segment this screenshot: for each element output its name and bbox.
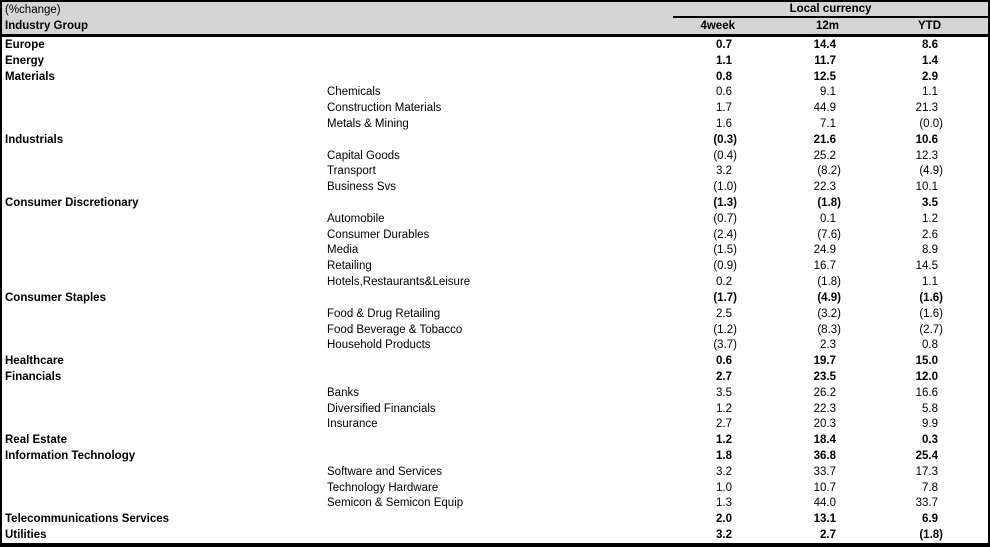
value-4week: (1.7) — [713, 291, 737, 304]
industry-label: Capital Goods — [327, 149, 400, 162]
value-4week: (1.2) — [713, 323, 737, 336]
value-12m: (4.9) — [817, 291, 841, 304]
value-12m: 36.8 — [813, 450, 836, 463]
industry-label: Utilities — [5, 529, 47, 542]
table-body — [2, 37, 988, 543]
value-ytd: 15.0 — [915, 355, 938, 368]
value-4week: 1.1 — [716, 54, 732, 67]
value-ytd: 5.8 — [922, 402, 938, 415]
table-header-row-columns — [2, 18, 988, 34]
value-4week: 0.7 — [716, 38, 732, 51]
value-ytd: 12.0 — [915, 370, 938, 383]
table-row — [2, 84, 988, 100]
value-4week: (0.4) — [713, 149, 737, 162]
industry-label: Chemicals — [327, 86, 381, 99]
table-row — [2, 69, 988, 85]
value-ytd: 6.9 — [922, 513, 938, 526]
industry-label: Industrials — [5, 133, 64, 146]
value-ytd: (2.7) — [919, 323, 943, 336]
value-4week: 0.6 — [716, 86, 732, 99]
table-row — [2, 496, 988, 512]
table-row — [2, 353, 988, 369]
table-row — [2, 432, 988, 448]
value-4week: (1.0) — [713, 181, 737, 194]
value-ytd: 3.5 — [922, 197, 938, 210]
table-row — [2, 100, 988, 116]
value-4week: (0.9) — [713, 260, 737, 273]
unit-label: (%change) — [5, 4, 61, 16]
value-ytd: 1.2 — [922, 212, 938, 225]
industry-label: Banks — [327, 386, 359, 399]
industry-label: Consumer Discretionary — [5, 197, 139, 210]
value-4week: (0.7) — [713, 212, 737, 225]
value-ytd: 12.3 — [915, 149, 938, 162]
value-12m: 10.7 — [813, 481, 836, 494]
value-ytd: 7.8 — [922, 481, 938, 494]
value-4week: 3.5 — [716, 386, 732, 399]
industry-label: Metals & Mining — [327, 117, 409, 130]
value-ytd: 8.6 — [922, 38, 938, 51]
value-4week: 1.3 — [716, 497, 732, 510]
table-row — [2, 53, 988, 69]
value-4week: 1.2 — [716, 402, 732, 415]
value-4week: 3.2 — [716, 465, 732, 478]
table-header-row-top — [2, 2, 988, 18]
value-ytd: 8.9 — [922, 244, 938, 257]
value-ytd: 2.6 — [922, 228, 938, 241]
value-ytd: 1.1 — [922, 276, 938, 289]
table-row — [2, 243, 988, 259]
value-12m: 22.3 — [813, 181, 836, 194]
value-12m: 33.7 — [813, 465, 836, 478]
value-12m: 9.1 — [820, 86, 836, 99]
table-row — [2, 369, 988, 385]
value-12m: 16.7 — [813, 260, 836, 273]
value-12m: 20.3 — [813, 418, 836, 431]
value-12m: (1.8) — [817, 276, 841, 289]
value-ytd: 9.9 — [922, 418, 938, 431]
industry-label: Insurance — [327, 418, 378, 431]
value-ytd: 1.4 — [922, 54, 938, 67]
table-row — [2, 306, 988, 322]
value-12m: (3.2) — [817, 307, 841, 320]
industry-label: Automobile — [327, 212, 385, 225]
table-row — [2, 290, 988, 306]
value-12m: (1.8) — [817, 197, 841, 210]
value-12m: 2.7 — [820, 529, 836, 542]
value-12m: 21.6 — [813, 133, 836, 146]
table-row — [2, 401, 988, 417]
industry-label: Transport — [327, 165, 376, 178]
value-4week: 1.2 — [716, 434, 732, 447]
table-row — [2, 148, 988, 164]
industry-label: Materials — [5, 70, 55, 83]
table-row — [2, 164, 988, 180]
value-4week: (1.5) — [713, 244, 737, 257]
value-4week: (3.7) — [713, 339, 737, 352]
value-ytd: (4.9) — [919, 165, 943, 178]
value-4week: 2.5 — [716, 307, 732, 320]
currency-group-header: Local currency — [673, 2, 988, 18]
industry-label: Food & Drug Retailing — [327, 307, 441, 320]
industry-label: Business Svs — [327, 181, 397, 194]
value-4week: 1.7 — [716, 102, 732, 115]
table-row — [2, 211, 988, 227]
value-12m: 22.3 — [813, 402, 836, 415]
industry-group-header: Industry Group — [5, 20, 89, 32]
value-12m: 0.1 — [820, 212, 836, 225]
table-row — [2, 527, 988, 543]
value-ytd: 14.5 — [915, 260, 938, 273]
industry-label: Software and Services — [327, 465, 443, 478]
value-12m: 13.1 — [813, 513, 836, 526]
value-12m: 44.9 — [813, 102, 836, 115]
value-ytd: 21.3 — [915, 102, 938, 115]
value-12m: (8.2) — [817, 165, 841, 178]
value-ytd: 0.8 — [922, 339, 938, 352]
value-4week: 0.8 — [716, 70, 732, 83]
value-12m: 11.7 — [814, 54, 836, 67]
industry-label: Technology Hardware — [327, 481, 439, 494]
value-4week: 3.2 — [716, 529, 732, 542]
industry-label: Information Technology — [5, 450, 136, 463]
table-row — [2, 448, 988, 464]
value-ytd: 33.7 — [915, 497, 938, 510]
table-row — [2, 227, 988, 243]
value-4week: 2.7 — [716, 418, 732, 431]
value-4week: 3.2 — [716, 165, 732, 178]
table-row — [2, 385, 988, 401]
value-12m: 18.4 — [813, 434, 836, 447]
table-row — [2, 274, 988, 290]
value-4week: (2.4) — [713, 228, 737, 241]
value-ytd: 16.6 — [915, 386, 938, 399]
table-row — [2, 337, 988, 353]
col-header-4week: 4week — [700, 20, 735, 32]
value-4week: (0.3) — [713, 133, 737, 146]
value-12m: 2.3 — [820, 339, 836, 352]
value-12m: 25.2 — [813, 149, 836, 162]
table-row — [2, 258, 988, 274]
industry-label: Telecommunications Services — [5, 513, 170, 526]
industry-label: Semicon & Semicon Equip — [327, 497, 464, 510]
table-row — [2, 179, 988, 195]
industry-label: Consumer Staples — [5, 291, 106, 304]
table-row — [2, 480, 988, 496]
table-row — [2, 464, 988, 480]
value-ytd: (1.6) — [919, 291, 943, 304]
value-ytd: 1.1 — [922, 86, 938, 99]
value-4week: 2.0 — [716, 513, 732, 526]
table-row — [2, 116, 988, 132]
value-ytd: (1.8) — [919, 529, 943, 542]
value-12m: 14.4 — [813, 38, 836, 51]
value-12m: 23.5 — [813, 370, 836, 383]
value-ytd: 0.3 — [922, 434, 938, 447]
value-ytd: 10.1 — [915, 181, 938, 194]
table-row — [2, 132, 988, 148]
value-12m: 44.0 — [813, 497, 836, 510]
industry-label: Food Beverage & Tobacco — [327, 323, 463, 336]
value-ytd: 17.3 — [915, 465, 938, 478]
value-12m: 24.9 — [813, 244, 836, 257]
value-ytd: 10.6 — [915, 133, 938, 146]
industry-label: Household Products — [327, 339, 431, 352]
value-12m: (8.3) — [817, 323, 841, 336]
value-12m: 26.2 — [813, 386, 836, 399]
value-ytd: 25.4 — [915, 450, 938, 463]
value-12m: 19.7 — [813, 355, 836, 368]
industry-label: Construction Materials — [327, 102, 442, 115]
industry-label: Hotels,Restaurants&Leisure — [327, 276, 471, 289]
table-row — [2, 37, 988, 53]
industry-label: Energy — [5, 54, 44, 67]
value-12m: (7.6) — [817, 228, 841, 241]
value-4week: 0.6 — [716, 355, 732, 368]
industry-label: Real Estate — [5, 434, 68, 447]
industry-label: Financials — [5, 370, 62, 383]
value-4week: 1.8 — [716, 450, 732, 463]
industry-label: Diversified Financials — [327, 402, 436, 415]
value-4week: (1.3) — [713, 197, 737, 210]
industry-label: Retailing — [327, 260, 372, 273]
table-row — [2, 417, 988, 433]
value-ytd: (0.0) — [919, 117, 943, 130]
value-ytd: (1.6) — [919, 307, 943, 320]
table-row — [2, 511, 988, 527]
col-header-ytd: YTD — [918, 20, 941, 32]
value-ytd: 2.9 — [922, 70, 938, 83]
value-12m: 7.1 — [820, 117, 836, 130]
industry-label: Media — [327, 244, 359, 257]
value-12m: 12.5 — [813, 70, 836, 83]
value-4week: 1.6 — [716, 117, 732, 130]
value-4week: 1.0 — [716, 481, 732, 494]
table-row — [2, 195, 988, 211]
industry-label: Europe — [5, 38, 45, 51]
value-4week: 0.2 — [716, 276, 732, 289]
table-row — [2, 322, 988, 338]
col-header-12m: 12m — [815, 20, 839, 32]
industry-label: Consumer Durables — [327, 228, 430, 241]
industry-label: Healthcare — [5, 355, 64, 368]
value-4week: 2.7 — [716, 370, 732, 383]
